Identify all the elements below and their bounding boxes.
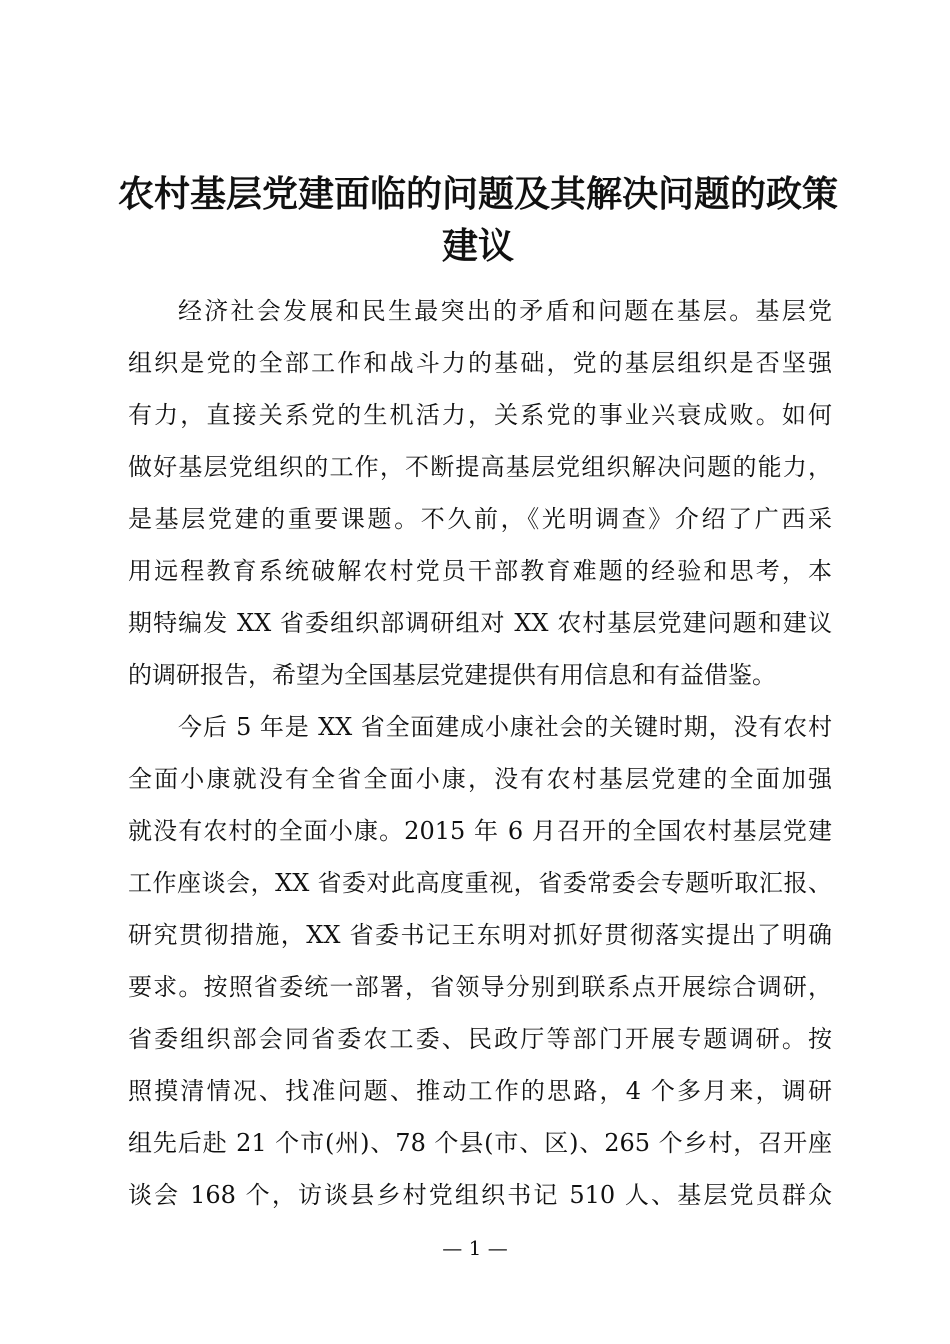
text-line: 组先后赴 21 个市(州)、78 个县(市、区)、265 个乡村，召开座	[128, 1129, 832, 1157]
title-line: 建议	[441, 225, 514, 267]
paragraph-2	[128, 701, 832, 1221]
text-line: 组织是党的全部工作和战斗力的基础，党的基层组织是否坚强	[128, 349, 832, 377]
document-body	[128, 285, 832, 1221]
text-line: 的调研报告，希望为全国基层党建提供有用信息和有益借鉴。	[128, 661, 776, 689]
text-line: 工作座谈会，XX 省委对此高度重视，省委常委会专题听取汇报、	[128, 869, 832, 897]
text-line: 有力，直接关系党的生机活力，关系党的事业兴衰成败。如何	[128, 401, 832, 429]
text-line: 经济社会发展和民生最突出的矛盾和问题在基层。基层党	[178, 297, 832, 325]
text-line: 期特编发 XX 省委组织部调研组对 XX 农村基层党建问题和建议	[128, 609, 832, 637]
text-line: 谈会 168 个，访谈县乡村党组织书记 510 人、基层党员群众	[128, 1181, 832, 1209]
text-line: 用远程教育系统破解农村党员干部教育难题的经验和思考，本	[128, 557, 832, 585]
paragraph-1	[128, 285, 832, 701]
text-line: 省委组织部会同省委农工委、民政厅等部门开展专题调研。按	[128, 1025, 832, 1053]
text-line: 今后 5 年是 XX 省全面建成小康社会的关键时期，没有农村	[178, 713, 832, 741]
text-line: 是基层党建的重要课题。不久前，《光明调查》介绍了广西采	[128, 505, 832, 533]
text-line: 要求。按照省委统一部署，省领导分别到联系点开展综合调研，	[128, 973, 832, 1001]
text-line: 研究贯彻措施，XX 省委书记王东明对抓好贯彻落实提出了明确	[128, 921, 832, 949]
text-line: 照摸清情况、找准问题、推动工作的思路，4 个多月来，调研	[128, 1077, 832, 1105]
text-line: 就没有农村的全面小康。2015 年 6 月召开的全国农村基层党建	[128, 817, 832, 845]
page-number: — 1 —	[442, 1236, 508, 1260]
document-title	[118, 168, 838, 272]
text-line: 做好基层党组织的工作，不断提高基层党组织解决问题的能力，	[128, 453, 832, 481]
title-line: 农村基层党建面临的问题及其解决问题的政策	[118, 173, 839, 215]
text-line: 全面小康就没有全省全面小康，没有农村基层党建的全面加强	[128, 765, 832, 793]
